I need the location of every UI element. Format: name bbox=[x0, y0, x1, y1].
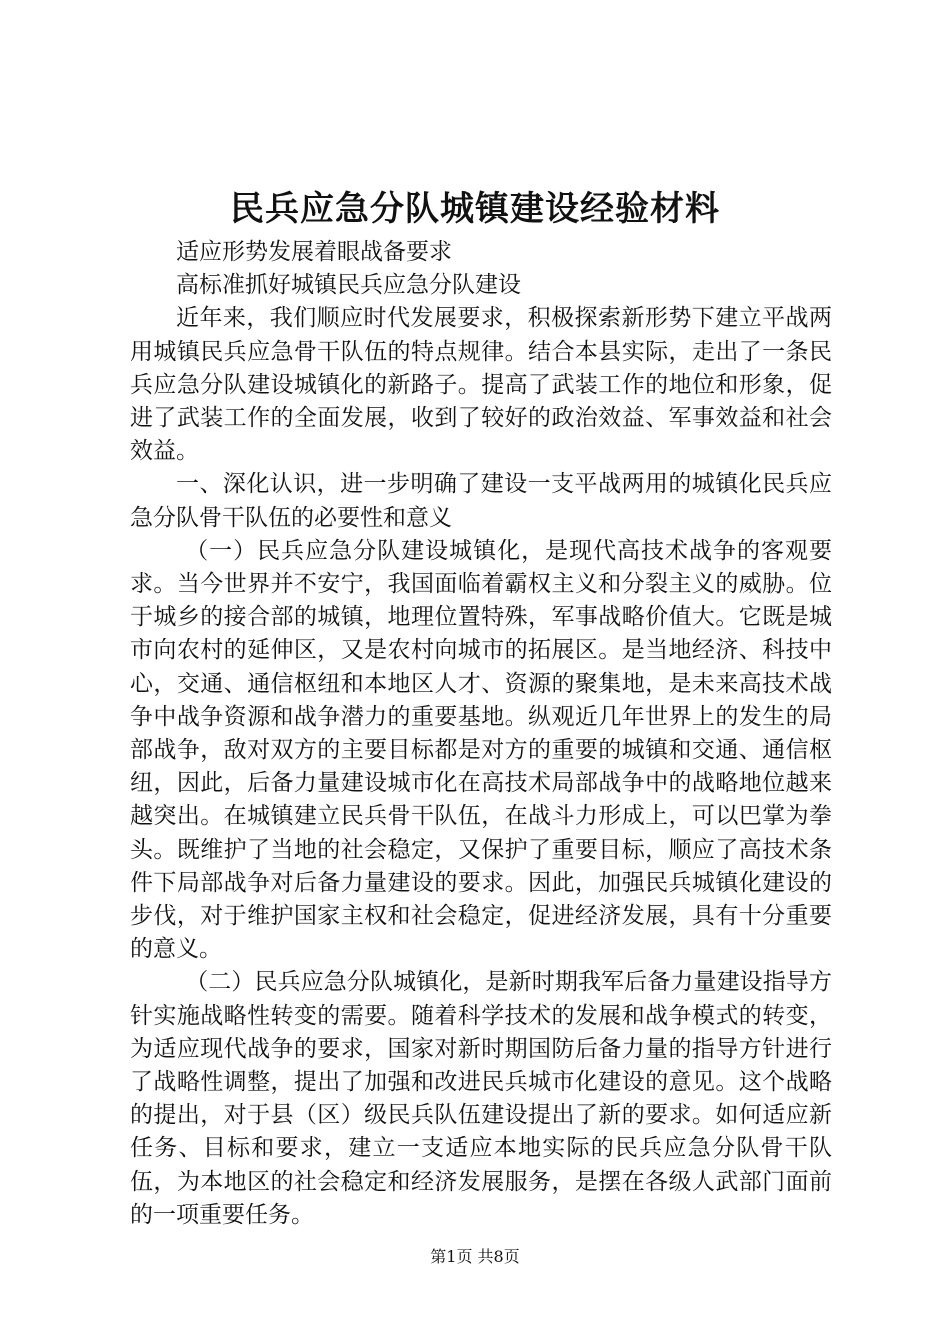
paragraph-section-heading: 一、深化认识，进一步明确了建设一支平战两用的城镇化民兵应急分队骨干队伍的必要性和意义 bbox=[130, 471, 832, 531]
subtitle-line-1: 适应形势发展着眼战备要求 bbox=[176, 239, 452, 265]
document-title: 民兵应急分队城镇建设经验材料 bbox=[230, 189, 720, 229]
paragraph-point-2: （二）民兵应急分队城镇化，是新时期我军后备力量建设指导方针实施战略性转变的需要。随着科学技术的发展和战争模式的转变，为适应现代战争的要求，国家对新时期国防后备力量的指导方针进行了战略性调整，提出了加强和改进民兵城市化建设的意见。这个战略的提出，对于县（区）级民兵队伍建设提出了新的要求。如何适应新任务、目标和要求，建立一支适应本地实际的民兵应急分队骨干队伍，为本地区的社会稳定和经济发展服务，是摆在各级人武部门面前的一项重要任务。 bbox=[130, 969, 832, 1228]
paragraph-intro: 近年来，我们顺应时代发展要求，积极探索新形势下建立平战两用城镇民兵应急骨干队伍的特点规律。结合本县实际，走出了一条民兵应急分队建设城镇化的新路子。提高了武装工作的地位和形象，促进了武装工作的全面发展，收到了较好的政治效益、军事效益和社会效益。 bbox=[130, 305, 832, 465]
page-footer: 第1页 共8页 bbox=[430, 1247, 520, 1266]
subtitle-line-2: 高标准抓好城镇民兵应急分队建设 bbox=[176, 272, 521, 299]
document-body bbox=[130, 236, 832, 1232]
paragraph-point-1: （一）民兵应急分队建设城镇化，是现代高技术战争的客观要求。当今世界并不安宁，我国面临着霸权主义和分裂主义的威胁。位于城乡的接合部的城镇，地理位置特殊，军事战略价值大。它既是城市向农村的延伸区，又是农村向城市的拓展区。是当地经济、科技中心，交通、通信枢纽和本地区人才、资源的聚集地，是未来高技术战争中战争资源和战争潜力的重要基地。纵观近几年世界上的发生的局部战争，敌对双方的主要目标都是对方的重要的城镇和交通、通信枢纽，因此，后备力量建设城市化在高技术局部战争中的战略地位越来越突出。在城镇建立民兵骨干队伍，在战斗力形成上，可以巴掌为拳头。既维护了当地的社会稳定，又保护了重要目标，顺应了高技术条件下局部战争对后备力量建设的要求。因此，加强民兵城镇化建设的步伐，对于维护国家主权和社会稳定，促进经济发展，具有十分重要的意义。 bbox=[130, 537, 832, 963]
